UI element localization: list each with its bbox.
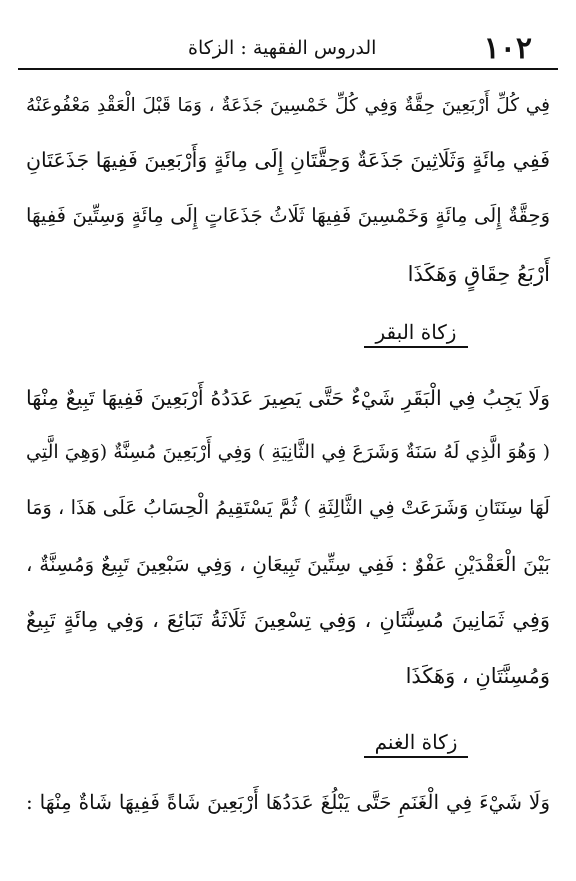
cattle-line: بَيْنَ الْعَقْدَيْنِ عَفْوٌ : فَفِي سِتِّينَ تَبِيعَانِ ، وَفِي سَبْعِينَ تَبِيعٌ وَمُسِنَّةٌ ،: [26, 552, 550, 576]
sheep-line: وَلَا شَيْءَ فِي الْغَنَمِ حَتَّى يَبْلُغَ عَدَدُهَا أَرْبَعِينَ شَاةً فَفِيهَا شَاةٌ مِنْهَا :: [26, 790, 550, 814]
section-heading-sheep: زكاة الغنم: [364, 728, 468, 758]
page-header: [18, 28, 558, 70]
page-number: ١٠٢: [483, 30, 532, 66]
cattle-line: وَفِي ثَمَانِينَ مُسِنَّتَانِ ، وَفِي تِسْعِينَ ثَلَاثَةُ تَبَائِعَ ، وَفِي مِائَةٍ تَبِيعٌ: [26, 608, 550, 632]
body-line: أَرْبَعُ حِقَاقٍ وَهَكَذَا: [407, 262, 550, 286]
cattle-line: وَمُسِنَّتَانِ ، وَهَكَذَا: [405, 664, 550, 688]
body-line: فِي كُلِّ أَرْبَعِينَ حِقَّةٌ وَفِي كُلِّ خَمْسِينَ جَذَعَةٌ ، وَمَا قَبْلَ الْعَقْدِ مَعْفُوعَنْهُ: [26, 95, 550, 116]
section-heading-cattle: زكاة البقر: [364, 318, 468, 348]
running-title: الدروس الفقهية : الزكاة: [188, 37, 377, 59]
body-line: وَحِقَّةٌ إِلَى مِائَةٍ وَخَمْسِينَ فَفِيهَا ثَلَاثُ جَذَعَاتٍ إِلَى مِائَةٍ وَسِتِّينَ فَفِيهَا: [26, 204, 550, 227]
cattle-line: لَهَا سِنَتَانِ وَشَرَعَتْ فِي الثَّالِثَةِ ) ثُمَّ يَسْتَقِيمُ الْحِسَابُ عَلَى هَذَا ، وَمَا: [26, 496, 550, 519]
cattle-line: ( وَهُوَ الَّذِي لَهُ سَنَةٌ وَشَرَعَ فِي الثَّانِيَةِ ) وَفِي أَرْبَعِينَ مُسِنَّةٌ (وَهِيَ الَّتِي: [26, 441, 550, 463]
body-line: فَفِي مِائَةٍ وَثَلَاثِينَ جَذَعَةٌ وَحِقَّتَانِ إِلَى مِائَةٍ وَأَرْبَعِينَ فَفِيهَا جَذَعَتَانِ: [26, 148, 550, 172]
cattle-line: وَلَا يَجِبُ فِي الْبَقَرِ شَيْءٌ حَتَّى يَصِيرَ عَدَدُهُ أَرْبَعِينَ فَفِيهَا تَبِيعٌ مِنْهَا: [26, 386, 550, 410]
